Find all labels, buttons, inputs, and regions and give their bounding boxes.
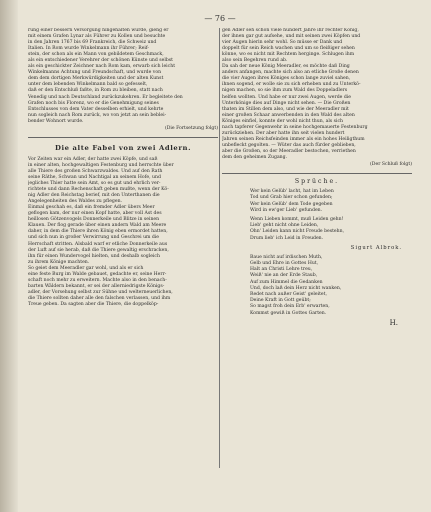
text-line: der ihnen gar gut aufsehe, und mit seinen zwei Köpfen und <box>222 34 361 40</box>
verse-line: Baue nicht auf irdischen Muth, <box>250 254 323 260</box>
book-gutter <box>0 0 18 512</box>
text-line: nig Adler den Reichstag berief, mit den Unterthanen die <box>28 193 160 199</box>
text-line: Winkelmanns Achtung und Freundschaft, und wurde von <box>28 70 162 76</box>
text-line: könne, wo es nicht mit Rechtem herginge. Schlugen ihm <box>222 52 355 58</box>
text-line: jegliches Thier hatte sein Amt, so es gut und ehrlich ver- <box>28 181 161 187</box>
text-line: Jahren seinen Reichsfeinden immer als ein hohes Heiligthum <box>222 136 365 142</box>
verse-line: Weiß' nie an der Erde Staub, <box>250 273 318 279</box>
text-line: bender Wohnort wurde. <box>28 118 84 124</box>
verse-line: Wer kein Gelüb' lacht, hat im Leben <box>250 189 334 195</box>
text-line: nun sogleich nach Rom zurück, wo von jetzt an sein beblei- <box>28 112 167 118</box>
text-line: unbefleckt gegolten. — Wüter das auch fürder geblieben, <box>222 142 356 148</box>
verse-line: Deine Kraft in Gott geübt; <box>250 298 311 304</box>
text-line: Entschlusses von dem Vater desselben erhielt, und kehrte <box>28 106 164 112</box>
verse-line: Kommst gewiß in Gottes Garten. <box>250 310 327 316</box>
verse-2 <box>250 217 412 242</box>
text-line: richtete und dann Rechenschaft geben mußte, wenn der Kö- <box>28 187 169 193</box>
text-line: einer großen Schaar anwerbenden in den Wald des alten <box>222 112 355 118</box>
text-line: also sein Begehren rund ab. <box>222 58 288 64</box>
verse-line: Drum lieb' ich Leid in Freuden. <box>250 235 324 241</box>
verse-3 <box>250 255 412 317</box>
text-line: aber die Großen, so der Meeradler bestochen, verriethen <box>222 148 356 154</box>
text-line: Einmal geschah es, daß ein fremder Adler übers Meer <box>28 205 155 211</box>
text-line: der Luft auf sie herab, daß die Thiere gewaltig erschracken, <box>28 247 169 253</box>
verse-line: Ohn' Leiden kann nicht Freude bestehn, <box>250 229 345 235</box>
biography-text <box>28 28 218 125</box>
right-column <box>222 28 412 504</box>
text-line: barten Wäldern bekannt, er sei der allerniedrigste Königs- <box>28 283 165 289</box>
text-line: ihn für einen Wundervogel hielten, und deshalb sogleich <box>28 253 160 259</box>
text-line: Treue geben. Da sagten aber die Thiere, die doppelköp- <box>28 301 159 307</box>
text-line: nigen machen, so sie ihm zum Wald des Doppeladlers <box>222 88 348 94</box>
section-rule <box>28 137 218 138</box>
text-line: eine feste Burg im Walde gebauet, gedachte er, seine Herr- <box>28 271 167 277</box>
text-line: Grafen noch bis Florenz, wo er die Genehmigung seines <box>28 100 159 106</box>
text-line: Herrschaft stritten. Alsbald warf er etliche Donnerkeile aus <box>28 241 168 247</box>
text-line: helfen wollten. Und habe er nur zwei Augen, werde die <box>222 94 351 100</box>
text-line: Angelegenheiten des Waldes zu pflegen. <box>28 199 122 205</box>
verse-line: Auf zum Himmel die Gedanken <box>250 279 323 285</box>
text-line: Venedig und nach Deutschland zurückzukehren. Er begleitete den <box>28 94 183 100</box>
text-line: seine Räthe, Schwan und Nachtigal an seinem Hofe, und <box>28 174 161 180</box>
text-line: doppelt für sein Reich wachen und um so fleißiger sehen <box>222 46 355 52</box>
text-line: dem dem dortigen Merkwürdigkeiten und der alten Kunst <box>28 76 164 82</box>
verse-line: Gelb und Ehre in Gottes Hut, <box>250 261 319 266</box>
verse-line: Redet nach außer Geist' geleitet, <box>250 292 327 298</box>
conclusion-note: (Der Schluß folgt) <box>370 162 412 168</box>
text-line: heillosen Götzenvogels Donnerkeile und Blitze in seinen <box>28 217 160 223</box>
text-line: thaten im Stillen dem also, und wie der Meeradler mit <box>222 106 349 112</box>
text-line: Italien. In Rom wurde Winkelmann ihr Führer; Reif- <box>28 46 149 52</box>
text-line: die Thiere sollten daher alle den falschen verlassen, und ihm <box>28 295 171 301</box>
text-line: vier Augen hierin sehr wohl. So müsse er Dank und <box>222 40 343 46</box>
fable-text <box>28 157 218 308</box>
text-line: Klauen. Der flog gerade über einen andern Wald am Meere <box>28 223 167 229</box>
text-line: Vor Zeiten war ein Adler, der hatte zwei Köpfe, und saß <box>28 156 158 162</box>
signature: Sigurt Albrok. <box>350 244 402 251</box>
closing-mark: H. <box>389 318 398 327</box>
section-rule <box>222 173 412 174</box>
text-line: daß er den Entschluß faßte, in Rom zu bleiben, statt nach <box>28 88 163 94</box>
text-line: gen Adler seh schon viele hundert Jahre ihr rechter König, <box>222 28 359 33</box>
text-line: geflogen kam, der nur einen Kopf hatte, aber voll Ast des <box>28 211 162 217</box>
left-column <box>28 28 218 504</box>
verse-1 <box>250 189 412 214</box>
text-line: in den Jahren 1767 bis 69 Frankreich, die Schweiz und <box>28 40 157 46</box>
verse-line: So magst froh dein Erb' erwarten, <box>250 304 330 310</box>
verse-line: Wenn Lieben kommt, muß Leiden gehn! <box>250 216 344 222</box>
verse-line: Wird in ew'ger Lieb' gefunden. <box>250 207 323 213</box>
fable-continuation-text <box>222 28 412 161</box>
text-line: rung einer bessern Versorgung hingehalten wurde, gieng er <box>28 28 169 33</box>
text-line: alle Thiere des großen Schwarzwaldes. Und auf den Rath <box>28 168 163 174</box>
verse-line: Halt an Christi Lehre treu, <box>250 267 313 273</box>
verse-line: Lieb' geht nicht ohne Leiden, <box>250 223 319 229</box>
verse-line: Wer kein Gelüb' dem Tode gegeben <box>250 201 333 207</box>
verse-line: Tod und Grab hier schon gefunden; <box>250 195 333 201</box>
text-line: schaft noch mehr zu erweitern. Machte also in den benach- <box>28 277 167 283</box>
text-line: zurückziehen. Der aber hatte ihn seit vielen hundert <box>222 130 345 136</box>
text-line: in einer alten, hochgewaltigen Festenburg und herrschte über <box>28 162 174 168</box>
text-line: Da sah der neue König Meeradler, es möchte daß Ding <box>222 64 350 70</box>
text-line: als ein geschickter Zeichner nach Rom kam, erwarb sich leicht <box>28 64 176 70</box>
text-line: Unterkönige dies auf Dinge nicht sehen. — Die Großen <box>222 100 351 106</box>
text-line: die vier Augen ihres Königes schon lange zuviel sahen, <box>222 76 351 82</box>
text-line: und sich nun in großer Verwirrung und Geschrei um die <box>28 235 159 241</box>
text-line: Königes einfiel, konnte der wohl nicht thun, als sich <box>222 118 343 124</box>
text-line: daher, in dem die Thiere ihren König eben ermordet hatten, <box>28 229 168 235</box>
text-line: adler, der Vorsehung selbst zur Sühne und welterneuerlichen, <box>28 289 173 295</box>
text-line: nach tapferer Gegenwehr in seine hochgemauerte Festenburg <box>222 124 368 130</box>
verse-line: Und, doch laß dein Herz nicht wanken, <box>250 285 342 291</box>
text-line: dem den geheimen Zugang. <box>222 154 288 160</box>
text-line: mit einem Grafen Lynar als Führer zu Kollen und besuchte <box>28 34 166 40</box>
text-line: So geiet dem Meeradler gar wohl, und als er sich <box>28 265 144 271</box>
page-number: — 76 — <box>204 14 236 23</box>
text-line: unter dem lebenden Winkelmann bald so gefesselt, <box>28 82 148 88</box>
text-line: anders anfangen, machte sich also an etliche Große denen <box>222 70 359 76</box>
text-line: als ein entschiedener Verehrer der schönen Künste und selbst <box>28 58 173 64</box>
fable-title: Die alte Fabel von zwei Adlern. <box>54 143 192 152</box>
text-line: stein, der schon als ein Mann von gebildetem Geschmack, <box>28 52 164 58</box>
text-line: ihnen sogend, er wolle sie zu sich erheben und zu Unterkö- <box>222 82 361 88</box>
text-line: zu ihrem Könige machten. <box>28 259 90 265</box>
column-divider <box>219 28 220 468</box>
continuation-note: (Die Fortsetzung folgt) <box>164 125 218 131</box>
poem-title: Sprüche. <box>294 178 340 186</box>
